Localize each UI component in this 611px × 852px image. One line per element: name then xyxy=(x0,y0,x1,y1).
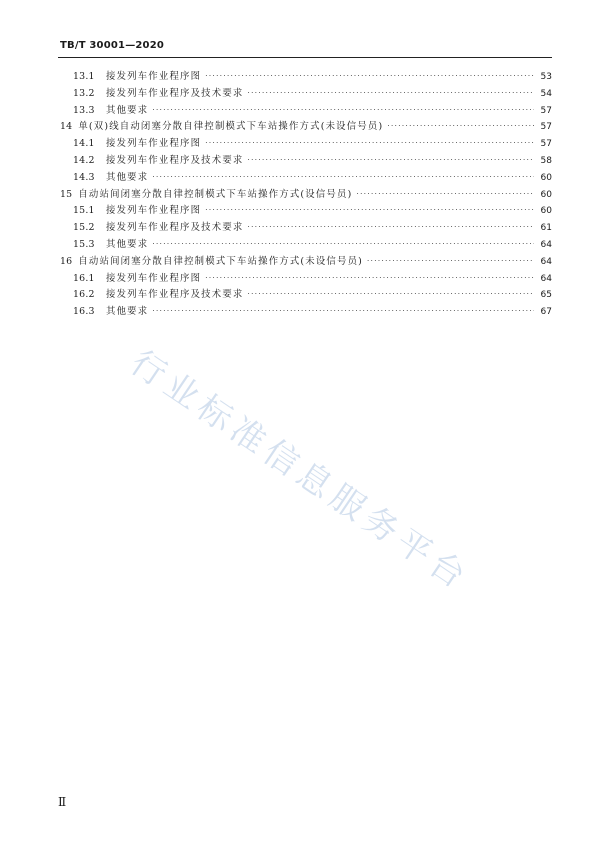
toc-entry-title: 接发列车作业程序图 xyxy=(106,272,202,284)
toc-leader-dots xyxy=(247,286,534,303)
toc-entry-page: 64 xyxy=(540,256,552,267)
toc-entry-title: 接发列车作业程序及技术要求 xyxy=(106,289,244,301)
toc-entry-page: 61 xyxy=(540,223,552,234)
toc-entry-page: 64 xyxy=(540,239,552,250)
toc-entry[interactable] xyxy=(60,119,552,136)
toc-leader-dots xyxy=(356,186,534,203)
toc-entry-number: 14.3 xyxy=(73,171,95,183)
toc-entry-title: 自动站间闭塞分散自律控制模式下车站操作方式(设信号员) xyxy=(78,188,353,200)
toc-leader-dots xyxy=(247,85,534,102)
toc-entry[interactable] xyxy=(60,69,552,86)
toc-entry[interactable] xyxy=(60,170,552,187)
toc-entry-page: 57 xyxy=(540,105,552,116)
toc-leader-dots xyxy=(247,219,534,236)
toc-entry-number: 14.1 xyxy=(73,138,95,150)
toc-entry-number: 15.3 xyxy=(73,238,95,250)
toc-leader-dots xyxy=(367,253,534,270)
toc-entry[interactable] xyxy=(60,220,552,237)
toc-leader-dots xyxy=(205,68,534,85)
toc-leader-dots xyxy=(387,118,534,135)
toc-entry-number: 16 xyxy=(60,255,73,267)
toc-entry-page: 60 xyxy=(540,206,552,217)
toc-entry-number: 15.1 xyxy=(73,205,95,217)
toc-entry-number: 15 xyxy=(60,188,73,200)
toc-entry[interactable] xyxy=(60,187,552,204)
toc-entry-title: 接发列车作业程序图 xyxy=(106,138,202,150)
table-of-contents xyxy=(60,69,552,321)
toc-leader-dots xyxy=(205,135,534,152)
toc-entry-number: 16.3 xyxy=(73,306,95,318)
toc-entry-title: 接发列车作业程序图 xyxy=(106,205,202,217)
toc-entry-title: 其他要求 xyxy=(106,171,149,183)
toc-entry-title: 接发列车作业程序及技术要求 xyxy=(106,222,244,234)
toc-entry-page: 53 xyxy=(540,72,552,82)
toc-entry-title: 接发列车作业程序及技术要求 xyxy=(106,154,244,166)
toc-entry-number: 13.3 xyxy=(73,104,95,116)
toc-entry-number: 13.1 xyxy=(73,71,95,82)
toc-entry-title: 单(双)线自动闭塞分散自律控制模式下车站操作方式(未设信号员) xyxy=(78,121,384,133)
toc-leader-dots xyxy=(205,270,534,287)
watermark: 行业标准信息服务平台 xyxy=(123,342,478,600)
toc-entry-number: 15.2 xyxy=(73,222,95,234)
toc-entry[interactable] xyxy=(60,103,552,120)
toc-leader-dots xyxy=(152,169,534,186)
page-header: TB/T 30001—2020 xyxy=(60,40,165,51)
toc-entry-title: 其他要求 xyxy=(106,104,149,116)
footer-page-number: Ⅱ xyxy=(58,795,67,809)
toc-entry-number: 13.2 xyxy=(73,87,95,99)
toc-entry-number: 16.1 xyxy=(73,272,95,284)
toc-entry-page: 60 xyxy=(540,172,552,183)
toc-entry-number: 16.2 xyxy=(73,289,95,301)
toc-entry[interactable] xyxy=(60,136,552,153)
toc-entry-title: 自动站间闭塞分散自律控制模式下车站操作方式(未设信号员) xyxy=(78,255,364,267)
toc-entry-page: 57 xyxy=(540,122,552,133)
toc-entry[interactable] xyxy=(60,254,552,271)
toc-leader-dots xyxy=(247,152,534,169)
toc-entry-number: 14 xyxy=(60,121,73,133)
toc-entry[interactable] xyxy=(60,287,552,304)
toc-entry-title: 接发列车作业程序及技术要求 xyxy=(106,87,244,99)
toc-entry[interactable] xyxy=(60,86,552,103)
toc-entry[interactable] xyxy=(60,153,552,170)
toc-entry[interactable] xyxy=(60,304,552,321)
toc-entry-page: 54 xyxy=(540,88,552,99)
toc-leader-dots xyxy=(152,102,534,119)
toc-entry[interactable] xyxy=(60,203,552,220)
toc-entry-page: 65 xyxy=(540,290,552,301)
toc-entry[interactable] xyxy=(60,271,552,288)
toc-entry-title: 其他要求 xyxy=(106,306,149,318)
toc-entry-page: 60 xyxy=(540,189,552,200)
toc-leader-dots xyxy=(152,303,534,320)
toc-entry-title: 接发列车作业程序图 xyxy=(106,71,202,82)
toc-entry-number: 14.2 xyxy=(73,154,95,166)
toc-entry[interactable] xyxy=(60,237,552,254)
toc-entry-page: 64 xyxy=(540,273,552,284)
toc-entry-page: 58 xyxy=(540,155,552,166)
toc-leader-dots xyxy=(205,202,534,219)
header-rule xyxy=(58,57,552,58)
toc-entry-page: 57 xyxy=(540,139,552,150)
toc-entry-page: 67 xyxy=(540,307,552,318)
toc-leader-dots xyxy=(152,236,534,253)
toc-entry-title: 其他要求 xyxy=(106,238,149,250)
